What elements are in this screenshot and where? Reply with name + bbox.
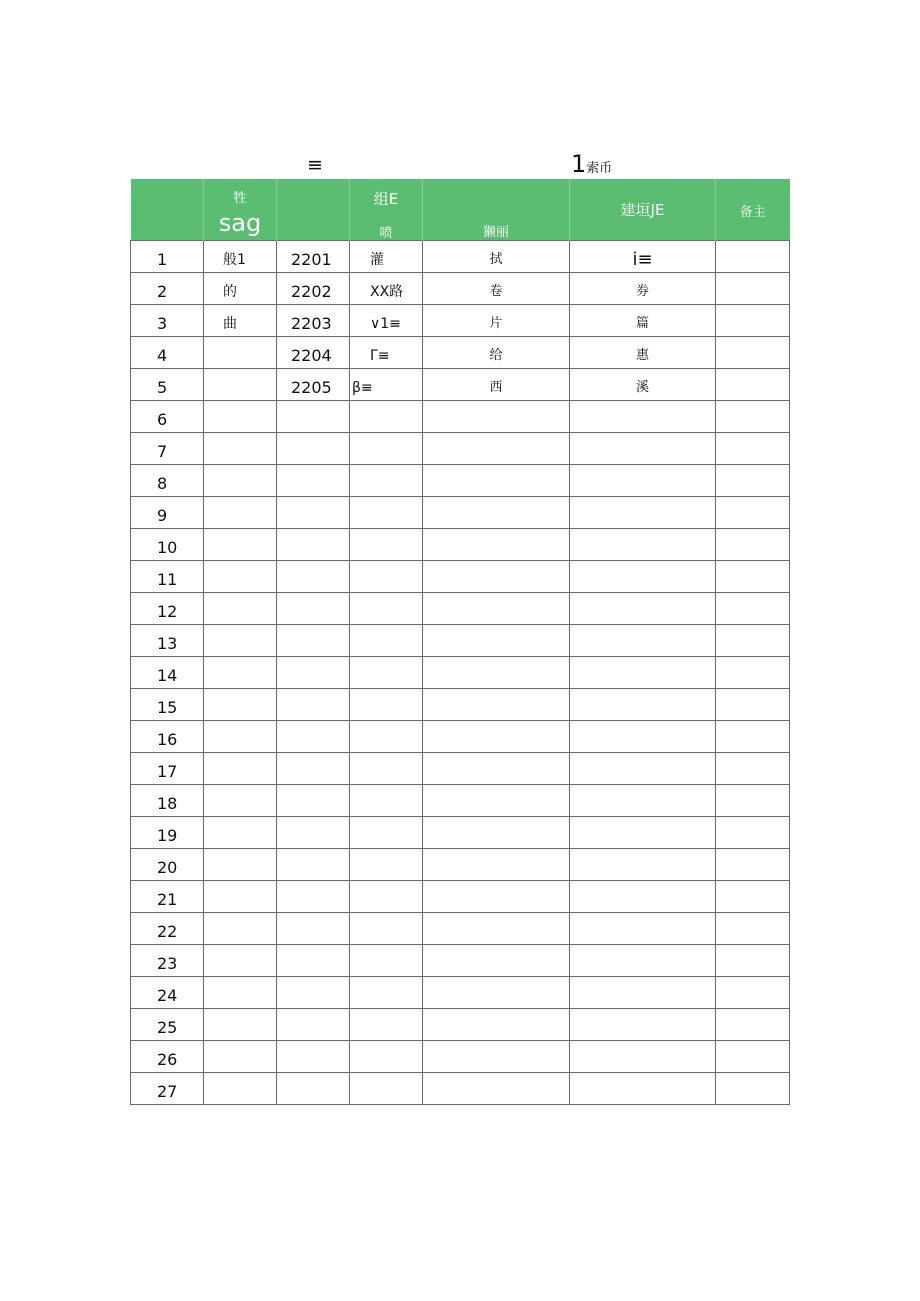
row-dept [350,977,423,1009]
row-col-5: 片 [423,305,570,337]
header-col-3 [277,179,350,241]
header-col-2-bottom: sag [218,209,262,237]
row-col-5 [423,945,570,977]
row-col-6 [570,433,716,465]
row-number [277,945,350,977]
table-row [131,401,790,433]
table-row [131,945,790,977]
row-number [277,625,350,657]
row-col-6 [570,529,716,561]
row-col-6 [570,625,716,657]
row-col-6 [570,977,716,1009]
table-row [131,273,790,305]
row-col-5: 给 [423,337,570,369]
row-col-5: 西 [423,369,570,401]
table-row [131,241,790,273]
row-dept: XX路 [350,273,423,305]
row-index: 5 [131,369,204,401]
row-name [204,753,277,785]
row-name [204,497,277,529]
table-row [131,305,790,337]
row-col-5 [423,817,570,849]
header-col-4-top: 组E [373,190,399,208]
table-row [131,337,790,369]
row-col-5 [423,977,570,1009]
table-row [131,1041,790,1073]
table-row [131,1073,790,1105]
table-row [131,881,790,913]
row-number [277,433,350,465]
row-col-6: 券 [570,273,716,305]
row-name [204,433,277,465]
row-index: 22 [131,913,204,945]
row-number [277,1009,350,1041]
row-name [204,689,277,721]
row-name [204,337,277,369]
row-number [277,657,350,689]
row-dept [350,689,423,721]
row-note [716,1041,790,1073]
table-row [131,1009,790,1041]
row-col-5 [423,753,570,785]
row-number [277,689,350,721]
table-row [131,977,790,1009]
row-index: 3 [131,305,204,337]
row-index: 26 [131,1041,204,1073]
row-index: 14 [131,657,204,689]
table-header [131,179,790,241]
table-row [131,753,790,785]
row-dept [350,849,423,881]
row-index: 1 [131,241,204,273]
row-name [204,1073,277,1105]
row-index: 13 [131,625,204,657]
row-number [277,977,350,1009]
row-number [277,753,350,785]
row-dept [350,561,423,593]
row-col-6 [570,753,716,785]
header-col-1 [131,179,204,241]
caption-left: ≡ [307,154,323,176]
row-name [204,1009,277,1041]
row-number: 2204 [277,337,350,369]
caption-right-number: 1 [571,150,587,178]
row-index: 8 [131,465,204,497]
row-col-6 [570,881,716,913]
row-dept [350,433,423,465]
row-name: 般1 [204,241,277,273]
row-col-5 [423,465,570,497]
row-col-5: 卷 [423,273,570,305]
data-table [130,179,790,1105]
row-index: 27 [131,1073,204,1105]
row-note [716,881,790,913]
row-col-5 [423,1073,570,1105]
row-name [204,657,277,689]
row-dept [350,785,423,817]
row-note [716,401,790,433]
header-row [131,179,790,241]
row-index: 15 [131,689,204,721]
row-note [716,465,790,497]
row-number [277,721,350,753]
row-col-6 [570,721,716,753]
row-note [716,369,790,401]
table-row [131,721,790,753]
row-dept [350,465,423,497]
row-number [277,401,350,433]
row-col-5 [423,785,570,817]
row-dept [350,657,423,689]
row-number [277,593,350,625]
row-name [204,529,277,561]
row-note [716,241,790,273]
row-col-6 [570,945,716,977]
row-col-6 [570,1041,716,1073]
row-col-6: 溪 [570,369,716,401]
row-note [716,561,790,593]
row-note [716,945,790,977]
row-note [716,305,790,337]
row-name [204,849,277,881]
row-name [204,817,277,849]
row-col-6 [570,785,716,817]
row-index: 18 [131,785,204,817]
table-row [131,817,790,849]
row-name [204,785,277,817]
header-col-6-label: 建垣JE [620,201,665,219]
row-dept [350,625,423,657]
row-name [204,913,277,945]
row-number [277,1041,350,1073]
row-col-6: 惠 [570,337,716,369]
row-dept [350,1073,423,1105]
row-col-6 [570,849,716,881]
row-note [716,593,790,625]
row-index: 10 [131,529,204,561]
row-index: 21 [131,881,204,913]
row-index: 25 [131,1009,204,1041]
row-name [204,945,277,977]
row-number [277,849,350,881]
table-row [131,561,790,593]
row-col-5 [423,881,570,913]
row-number [277,1073,350,1105]
row-index: 9 [131,497,204,529]
header-col-4-bottom: 喷 [379,226,393,241]
header-col-5 [423,179,570,241]
row-number [277,881,350,913]
row-dept [350,1041,423,1073]
row-col-6 [570,1009,716,1041]
table-body [131,241,790,1105]
table-row [131,625,790,657]
row-dept [350,1009,423,1041]
row-index: 4 [131,337,204,369]
row-index: 11 [131,561,204,593]
row-note [716,721,790,753]
row-note [716,977,790,1009]
table-row [131,657,790,689]
row-name [204,465,277,497]
header-col-6 [570,179,716,241]
row-note [716,529,790,561]
row-col-6 [570,689,716,721]
row-dept [350,913,423,945]
row-number [277,913,350,945]
row-name [204,721,277,753]
row-name [204,401,277,433]
row-number [277,465,350,497]
row-index: 24 [131,977,204,1009]
table-row [131,689,790,721]
row-col-5 [423,657,570,689]
header-col-2-top: 牲 [233,191,247,206]
row-dept [350,945,423,977]
table-row [131,369,790,401]
row-number: 2205 [277,369,350,401]
row-col-6 [570,401,716,433]
row-index: 12 [131,593,204,625]
row-col-5 [423,689,570,721]
table-row [131,785,790,817]
row-number: 2201 [277,241,350,273]
row-col-5 [423,849,570,881]
row-name [204,1041,277,1073]
row-note [716,689,790,721]
row-col-5 [423,561,570,593]
row-note [716,625,790,657]
row-dept [350,753,423,785]
row-note [716,337,790,369]
row-dept [350,881,423,913]
row-name [204,625,277,657]
row-dept: 灌 [350,241,423,273]
table-row [131,465,790,497]
header-col-4 [350,179,423,241]
row-number [277,529,350,561]
row-col-6 [570,465,716,497]
row-col-6 [570,817,716,849]
row-dept [350,817,423,849]
row-dept [350,497,423,529]
row-note [716,753,790,785]
row-note [716,817,790,849]
row-col-6 [570,657,716,689]
table-row [131,497,790,529]
row-note [716,1009,790,1041]
row-col-6: i≡ [570,241,716,273]
row-index: 16 [131,721,204,753]
row-index: 7 [131,433,204,465]
row-col-6 [570,593,716,625]
row-dept [350,401,423,433]
table-row [131,593,790,625]
row-col-6 [570,497,716,529]
row-col-6 [570,1073,716,1105]
row-col-6: 篇 [570,305,716,337]
table-row [131,433,790,465]
row-index: 2 [131,273,204,305]
row-name [204,977,277,1009]
row-number [277,785,350,817]
table-row [131,529,790,561]
row-index: 19 [131,817,204,849]
row-name [204,561,277,593]
row-index: 20 [131,849,204,881]
row-name [204,881,277,913]
row-number: 2203 [277,305,350,337]
table-row [131,849,790,881]
row-name: 曲 [204,305,277,337]
row-dept: Γ≡ [350,337,423,369]
row-number [277,561,350,593]
row-dept [350,529,423,561]
row-index: 23 [131,945,204,977]
table-row [131,913,790,945]
row-note [716,913,790,945]
row-name [204,369,277,401]
row-col-5 [423,401,570,433]
row-note [716,273,790,305]
row-number: 2202 [277,273,350,305]
row-col-5 [423,913,570,945]
row-col-5 [423,1009,570,1041]
row-col-6 [570,913,716,945]
row-index: 17 [131,753,204,785]
row-col-5 [423,625,570,657]
caption-right-text: 索币 [586,161,613,176]
row-number [277,497,350,529]
row-note [716,1073,790,1105]
row-dept: ∨1≡ [350,305,423,337]
row-dept [350,593,423,625]
row-note [716,657,790,689]
row-dept [350,721,423,753]
header-col-7 [716,179,790,241]
row-dept: β≡ [350,369,423,401]
row-col-5: 拭 [423,241,570,273]
row-name: 的 [204,273,277,305]
row-col-5 [423,1041,570,1073]
row-col-5 [423,433,570,465]
row-col-5 [423,593,570,625]
row-index: 6 [131,401,204,433]
row-note [716,433,790,465]
row-name [204,593,277,625]
row-note [716,497,790,529]
row-col-5 [423,721,570,753]
row-col-5 [423,497,570,529]
header-col-7-label: 备主 [739,205,766,220]
row-note [716,785,790,817]
row-number [277,817,350,849]
header-col-5-label: 獭丽 [482,225,509,240]
row-col-6 [570,561,716,593]
row-col-5 [423,529,570,561]
row-note [716,849,790,881]
header-col-2 [204,179,277,241]
